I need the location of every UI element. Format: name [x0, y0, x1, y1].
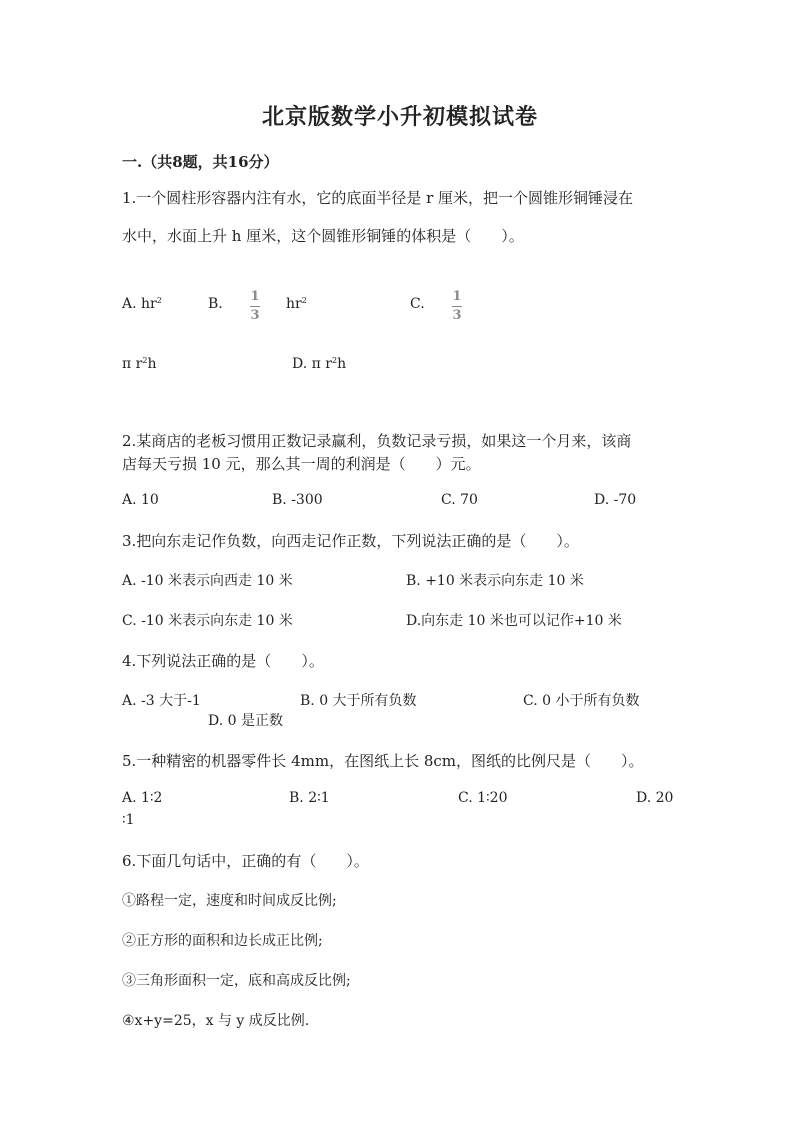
question-3-line-1: 3.把向东走记作负数，向西走记作正数，下列说法正确的是（ ）。: [122, 532, 579, 550]
question-1-option-d: D. π $r^2h$: [292, 356, 347, 372]
question-5-option-b: B. 2∶1: [289, 790, 330, 806]
question-2-option-a: A. 10: [122, 492, 159, 508]
question-5-line-1: 5.一种精密的机器零件长 4mm，在图纸上长 8cm，图纸的比例尺是（ ）。: [122, 752, 644, 770]
question-5-option-d-continued: ∶1: [122, 812, 135, 828]
question-3-option-d: D.向东走 10 米也可以记作+10 米: [406, 613, 622, 629]
question-5-option-d: D. 20: [636, 790, 674, 806]
question-5-option-c: C. 1∶20: [458, 790, 508, 806]
question-3-option-b: B. +10 米表示向东走 10 米: [406, 573, 584, 589]
question-5-option-a: A. 1∶2: [122, 790, 163, 806]
question-2-line-2: 店每天亏损 10 元，那么其一周的利润是（ ）元。: [122, 455, 481, 473]
question-4-option-c: C. 0 小于所有负数: [523, 693, 640, 709]
question-3-option-a: A. -10 米表示向西走 10 米: [122, 573, 293, 589]
question-1-option-b-label: B.: [208, 296, 223, 312]
question-6-statement-2: ②正方形的面积和边长成正比例;: [122, 933, 323, 949]
question-1-option-c-continued: π $r^2h$: [122, 356, 157, 372]
page-title: 北京版数学小升初模拟试卷: [261, 104, 538, 130]
question-1-option-b-text: $hr^2$: [286, 296, 307, 312]
question-1-line-2: 水中，水面上升 h 厘米，这个圆锥形铜锤的体积是（ ）。: [122, 227, 524, 245]
question-6-line-1: 6.下面几句话中，正确的有（ ）。: [122, 852, 369, 870]
question-1-option-c-fraction: 1 3: [452, 289, 462, 323]
section-heading: 一.（共8题，共16分）: [122, 153, 279, 171]
question-2-line-1: 2.某商店的老板习惯用正数记录赢利，负数记录亏损，如果这一个月来，该商: [122, 432, 632, 450]
question-6-statement-3: ③三角形面积一定，底和高成反比例;: [122, 973, 351, 989]
question-1-option-c-label: C.: [410, 296, 425, 312]
question-3-option-c: C. -10 米表示向东走 10 米: [122, 613, 293, 629]
question-4-option-a: A. -3 大于-1: [122, 693, 201, 709]
question-4-line-1: 4.下列说法正确的是（ ）。: [122, 652, 324, 670]
question-4-option-d: D. 0 是正数: [208, 713, 283, 729]
question-1-option-b-fraction: 1 3: [250, 289, 260, 323]
question-1-option-a: A. $hr^2$: [122, 296, 162, 312]
question-6-statement-1: ①路程一定，速度和时间成反比例;: [122, 893, 337, 909]
question-2-option-b: B. -300: [272, 492, 323, 508]
question-2-option-c: C. 70: [441, 492, 478, 508]
question-1-line-1: 1.一个圆柱形容器内注有水，它的底面半径是 r 厘米，把一个圆锥形铜锤浸在: [122, 189, 634, 207]
question-6-statement-4: ④x+y=25，x 与 y 成反比例.: [122, 1013, 310, 1029]
question-2-option-d: D. -70: [594, 492, 637, 508]
question-4-option-b: B. 0 大于所有负数: [300, 693, 417, 709]
